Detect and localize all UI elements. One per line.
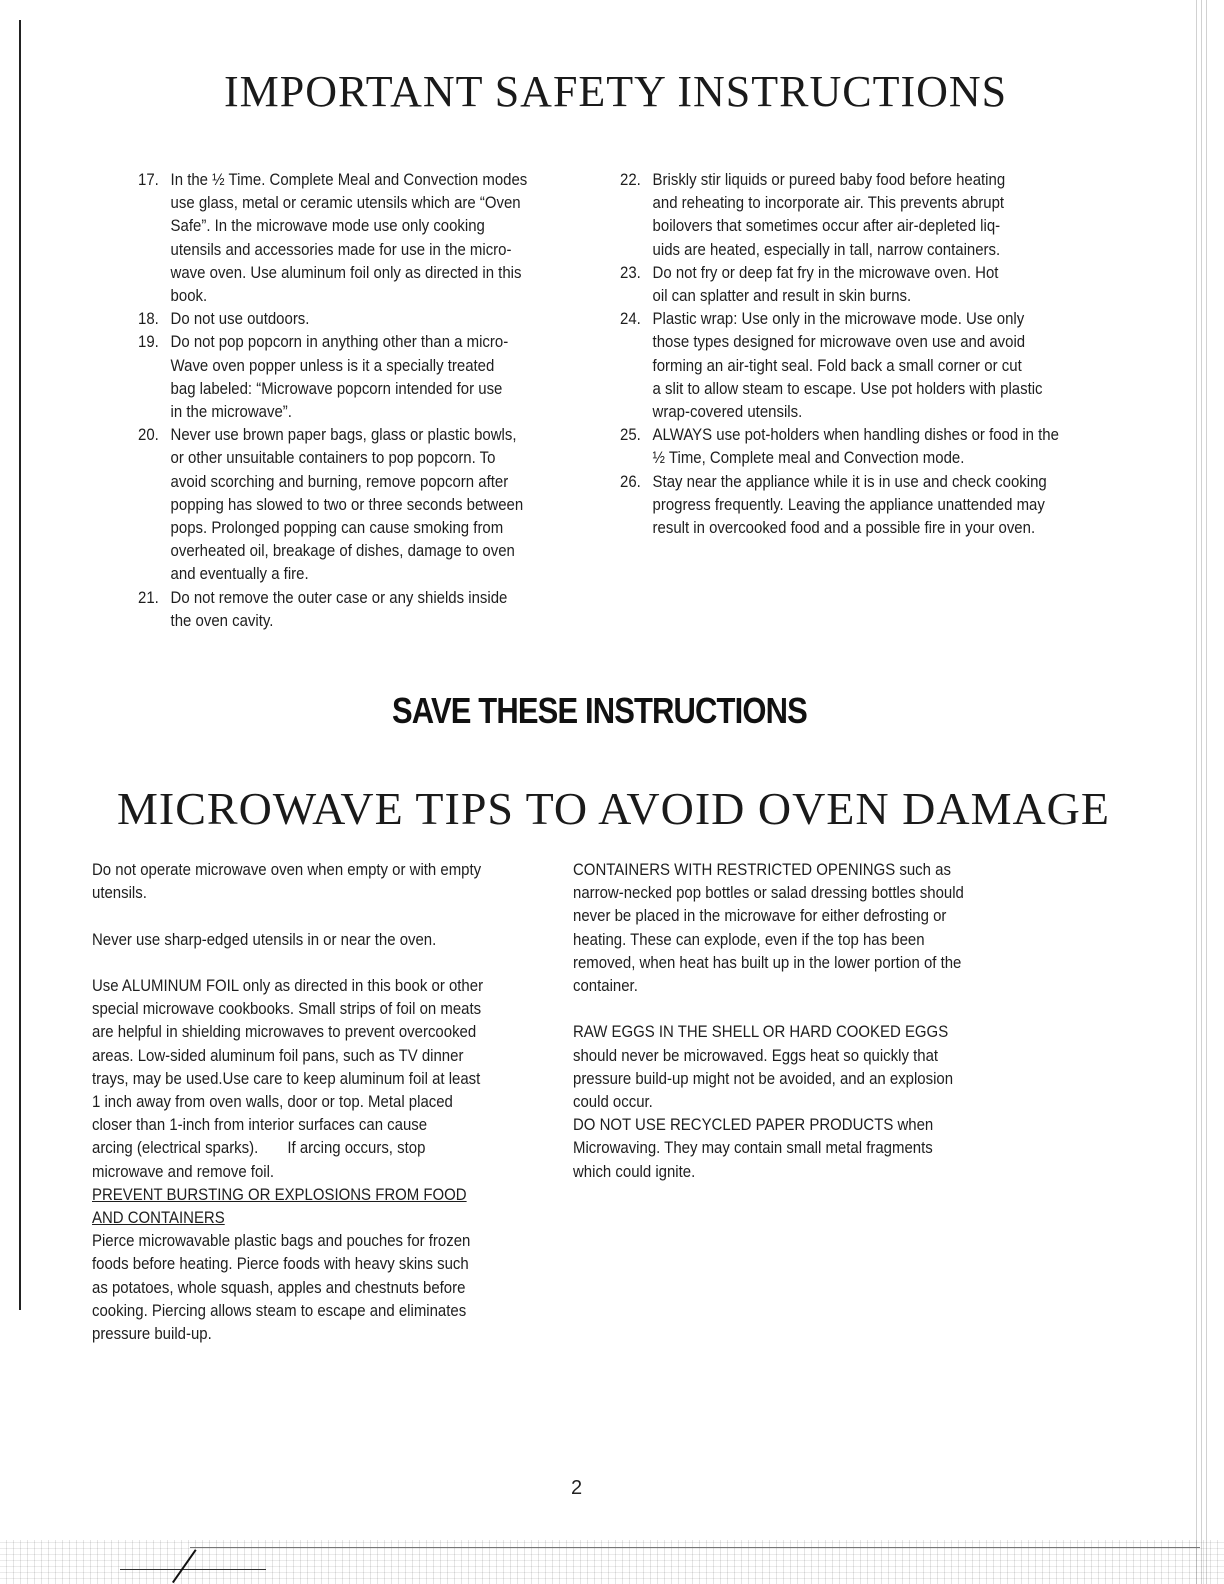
item-number: 17. [138, 170, 159, 189]
tip-restricted-openings: CONTAINERS WITH RESTRICTED OPENINGS such as narrow-necked pop bottles or salad dressing bottles should never be placed in the microwave for either defrosting or heating. These can explode, even if the top has been removed, when heat has built up in the lower portion of the container. [573, 860, 964, 996]
burst-heading: PREVENT BURSTING OR EXPLOSIONS FROM FOOD AND CONTAINERS [92, 1184, 467, 1228]
item-number: 25. [620, 425, 641, 445]
safety-item [620, 470, 1086, 540]
item-line: Do not pop popcorn in anything other than a micro- [170, 332, 509, 352]
item-number: 18. [138, 309, 159, 329]
scan-edge-right [1194, 0, 1208, 1584]
item-line: utensils and accessories made for use in the micro- [170, 239, 512, 259]
item-number: 20. [138, 425, 159, 445]
item-line: forming an air-tight seal. Fold back a small corner or cut [652, 355, 1022, 375]
item-line: Safe”. In the microwave mode use only cooking [170, 216, 485, 236]
item-line: ½ Time, Complete meal and Convection mode. [652, 448, 965, 468]
item-line: book. [170, 286, 208, 306]
safety-item [620, 168, 1086, 261]
bottom-underline [120, 1569, 266, 1570]
item-line: Plastic wrap: Use only in the microwave mode. Use only [652, 309, 1025, 329]
item-line: bag labeled: “Microwave popcorn intended for use [170, 378, 503, 398]
safety-item [620, 423, 1086, 469]
item-number: 23. [620, 262, 641, 282]
safety-item [620, 261, 1086, 307]
safety-item [138, 307, 552, 330]
tips-column-left [92, 858, 514, 1345]
scan-edge-left [19, 20, 21, 1310]
safety-item [138, 330, 552, 423]
item-number: 21. [138, 587, 159, 607]
bottom-rule [190, 1547, 1200, 1548]
tips-column-right [573, 858, 995, 1183]
page-number: 2 [571, 1477, 583, 1499]
item-number: 22. [620, 170, 641, 189]
item-line: In the ½ Time. Complete Meal and Convection modes [170, 170, 528, 189]
item-line: wrap-covered utensils. [652, 402, 803, 422]
item-line: progress frequently. Leaving the appliance unattended may [652, 494, 1045, 514]
tip-pierce-foods: Pierce microwavable plastic bags and pouches for frozen foods before heating. Pierce foods with heavy skins such as potatoes, whole squash, apples and chestnuts before cooking. Piercing allows steam to escape and eliminates pressure build-up. [92, 1231, 471, 1344]
item-line: the oven cavity. [170, 610, 274, 630]
tip-recycled-paper: DO NOT USE RECYCLED PAPER PRODUCTS when Microwaving. They may contain small metal fragments which could ignite. [573, 1115, 934, 1181]
item-line: Never use brown paper bags, glass or plastic bowls, [170, 425, 517, 445]
item-number: 24. [620, 309, 641, 329]
safety-list-left [138, 168, 552, 632]
safety-item [138, 586, 552, 632]
safety-list-right [620, 168, 1086, 539]
safety-item [620, 307, 1086, 423]
item-line: uids are heated, especially in tall, narrow containers. [652, 239, 1001, 259]
item-line: use glass, metal or ceramic utensils which are “Oven [170, 193, 521, 213]
item-line: or other unsuitable containers to pop popcorn. To [170, 448, 496, 468]
item-line: pops. Prolonged popping can cause smoking from [170, 518, 504, 538]
item-line: result in overcooked food and a possible fire in your oven. [652, 518, 1036, 538]
item-line: overheated oil, breakage of dishes, damage to oven [170, 541, 515, 561]
safety-item [138, 423, 552, 585]
safety-title: IMPORTANT SAFETY INSTRUCTIONS [224, 67, 1008, 116]
safety-item [138, 168, 552, 307]
item-line: a slit to allow steam to escape. Use pot holders with plastic [652, 378, 1043, 398]
item-line: wave oven. Use aluminum foil only as directed in this [170, 262, 522, 282]
item-number: 19. [138, 332, 159, 352]
item-line: those types designed for microwave oven use and avoid [652, 332, 1026, 352]
item-line: Do not remove the outer case or any shields inside [170, 587, 508, 607]
item-line: oil can splatter and result in skin burns. [652, 286, 912, 306]
tips-title: MICROWAVE TIPS TO AVOID OVEN DAMAGE [117, 783, 1111, 834]
item-line: in the microwave”. [170, 402, 292, 422]
item-line: popping has slowed to two or three seconds between [170, 494, 524, 514]
item-line: ALWAYS use pot-holders when handling dishes or food in the [652, 425, 1059, 445]
tip-empty-oven: Do not operate microwave oven when empty or with empty utensils. [92, 860, 482, 903]
item-line: Do not use outdoors. [170, 309, 310, 329]
item-line: Wave oven popper unless is it a specially treated [170, 355, 495, 375]
item-line: Stay near the appliance while it is in use and check cooking [652, 471, 1047, 491]
tip-aluminum-foil: Use ALUMINUM FOIL only as directed in this book or other special microwave cookbooks. Small strips of foil on meats are helpful in shielding microwaves to prevent overcooked areas. Low-sided aluminum foil pans, such as TV dinner trays, may be used.Use care to keep aluminum foil at least 1 inch away from oven walls, door or top. Metal placed closer than 1-inch from interior surfaces can cause arcing (electrical sparks). If arcing occurs, stop microwave and remove foil. [92, 975, 484, 1181]
item-line: avoid scorching and burning, remove popcorn after [170, 471, 509, 491]
item-line: Briskly stir liquids or pureed baby food before heating [652, 170, 1006, 189]
item-number: 26. [620, 471, 641, 491]
item-line: boilovers that sometimes occur after air-depleted liq- [652, 216, 1001, 236]
tip-sharp-utensils: Never use sharp-edged utensils in or near the oven. [92, 929, 437, 949]
tip-raw-eggs: RAW EGGS IN THE SHELL OR HARD COOKED EGGS should never be microwaved. Eggs heat so quickly that pressure build-up might not be avoided, and an explosion could occur. [573, 1022, 954, 1112]
item-line: Do not fry or deep fat fry in the microwave oven. Hot [652, 262, 999, 282]
save-instructions-heading: SAVE THESE INSTRUCTIONS [392, 690, 807, 731]
item-line: and eventually a fire. [170, 564, 309, 584]
item-line: and reheating to incorporate air. This prevents abrupt [652, 193, 1005, 213]
